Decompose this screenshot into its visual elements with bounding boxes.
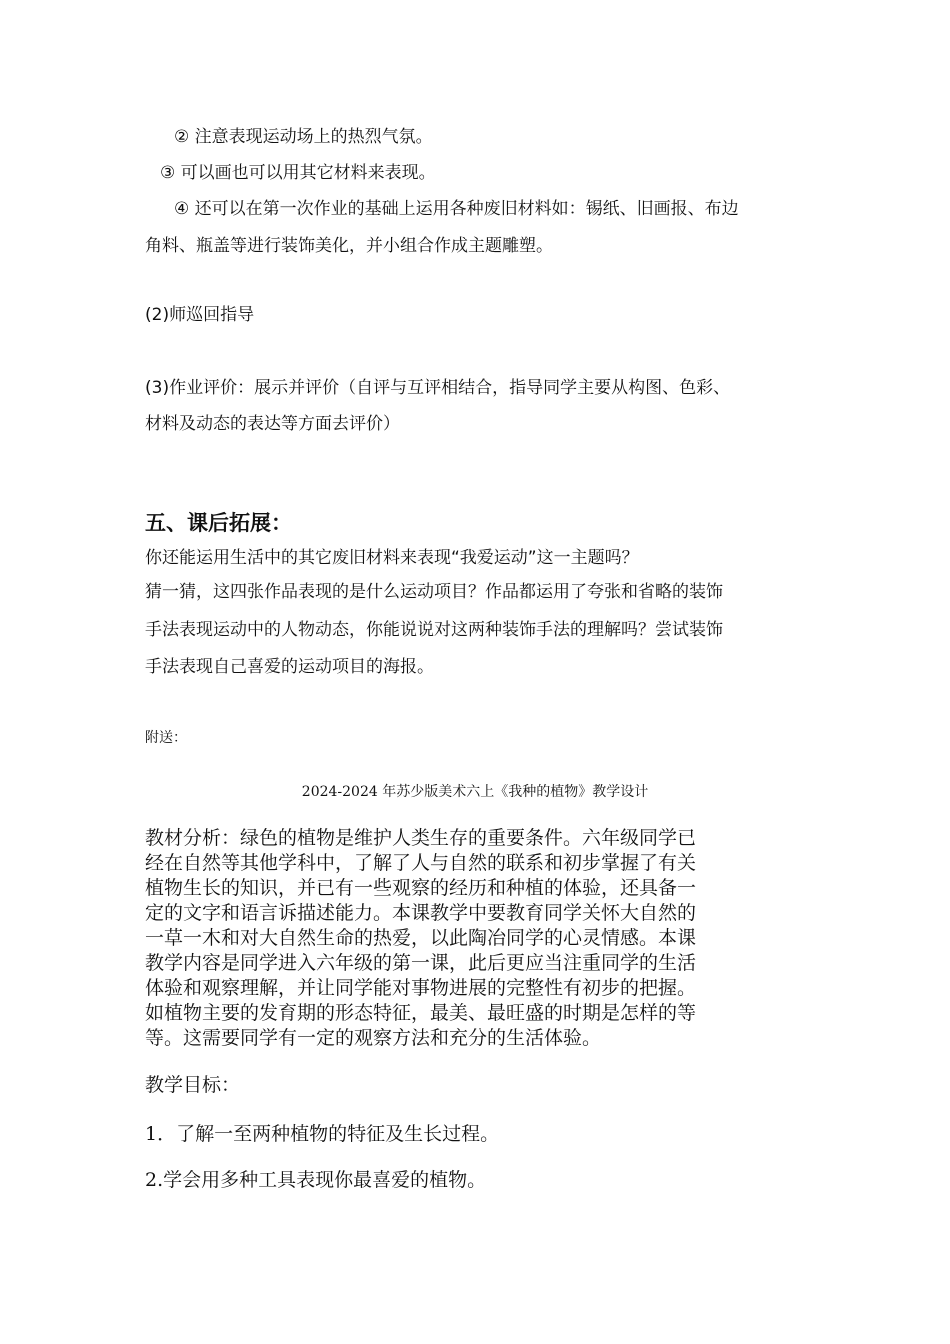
- analysis-line: 体验和观察理解，并让同学能对事物进展的完整性有初步的把握。: [145, 977, 697, 999]
- appendix-label: 附送：: [145, 730, 187, 746]
- list-item-2: ② 注意表现运动场上的热烈气氛。: [174, 127, 433, 147]
- analysis-line: 教材分析：绿色的植物是维护人类生存的重要条件。六年级同学已: [145, 827, 697, 849]
- list-item-4-line-2: 角料、瓶盖等进行装饰美化，并小组合作成主题雕塑。: [145, 236, 553, 256]
- list-item-3: ③ 可以画也可以用其它材料来表现。: [160, 163, 436, 183]
- list-item-4-line-1: ④ 还可以在第一次作业的基础上运用各种废旧材料如：锡纸、旧画报、布边: [174, 199, 739, 219]
- question-1: 你还能运用生活中的其它废旧材料来表现“我爱运动”这一主题吗？: [145, 548, 639, 568]
- paragraph-3-line-2: 材料及动态的表达等方面去评价）: [145, 414, 400, 434]
- paragraph-3-line-1: (3)作业评价：展示并评价（自评与互评相结合，指导同学主要从构图、色彩、: [145, 378, 731, 398]
- analysis-line: 等。这需要同学有一定的观察方法和充分的生活体验。: [145, 1027, 602, 1049]
- document-title: 2024-2024 年苏少版美术六上《我种的植物》教学设计: [301, 784, 649, 800]
- question-2-line-2: 手法表现运动中的人物动态，你能说说对这两种装饰手法的理解吗？尝试装饰: [145, 620, 723, 640]
- paragraph-2: (2)师巡回指导: [145, 305, 255, 325]
- analysis-line: 教学内容是同学进入六年级的第一课，此后更应当注重同学的生活: [145, 952, 697, 974]
- analysis-line: 定的文字和语言诉描述能力。本课教学中要教育同学关怀大自然的: [145, 902, 697, 924]
- goal-1: 1．了解一至两种植物的特征及生长过程。: [145, 1123, 500, 1145]
- section-heading: 五、课后拓展：: [145, 511, 292, 535]
- question-2-line-1: 猜一猜，这四张作品表现的是什么运动项目？作品都运用了夸张和省略的装饰: [145, 582, 723, 602]
- analysis-line: 一草一木和对大自然生命的热爱，以此陶冶同学的心灵情感。本课: [145, 927, 697, 949]
- analysis-line: 经在自然等其他学科中，了解了人与自然的联系和初步掌握了有关: [145, 852, 697, 874]
- analysis-line: 植物生长的知识，并已有一些观察的经历和种植的体验，还具备一: [145, 877, 697, 899]
- analysis-line: 如植物主要的发育期的形态特征，最美、最旺盛的时期是怎样的等: [145, 1002, 697, 1024]
- question-2-line-3: 手法表现自己喜爱的运动项目的海报。: [145, 657, 434, 677]
- goals-label: 教学目标：: [145, 1074, 241, 1096]
- goal-2: 2.学会用多种工具表现你最喜爱的植物。: [145, 1169, 487, 1191]
